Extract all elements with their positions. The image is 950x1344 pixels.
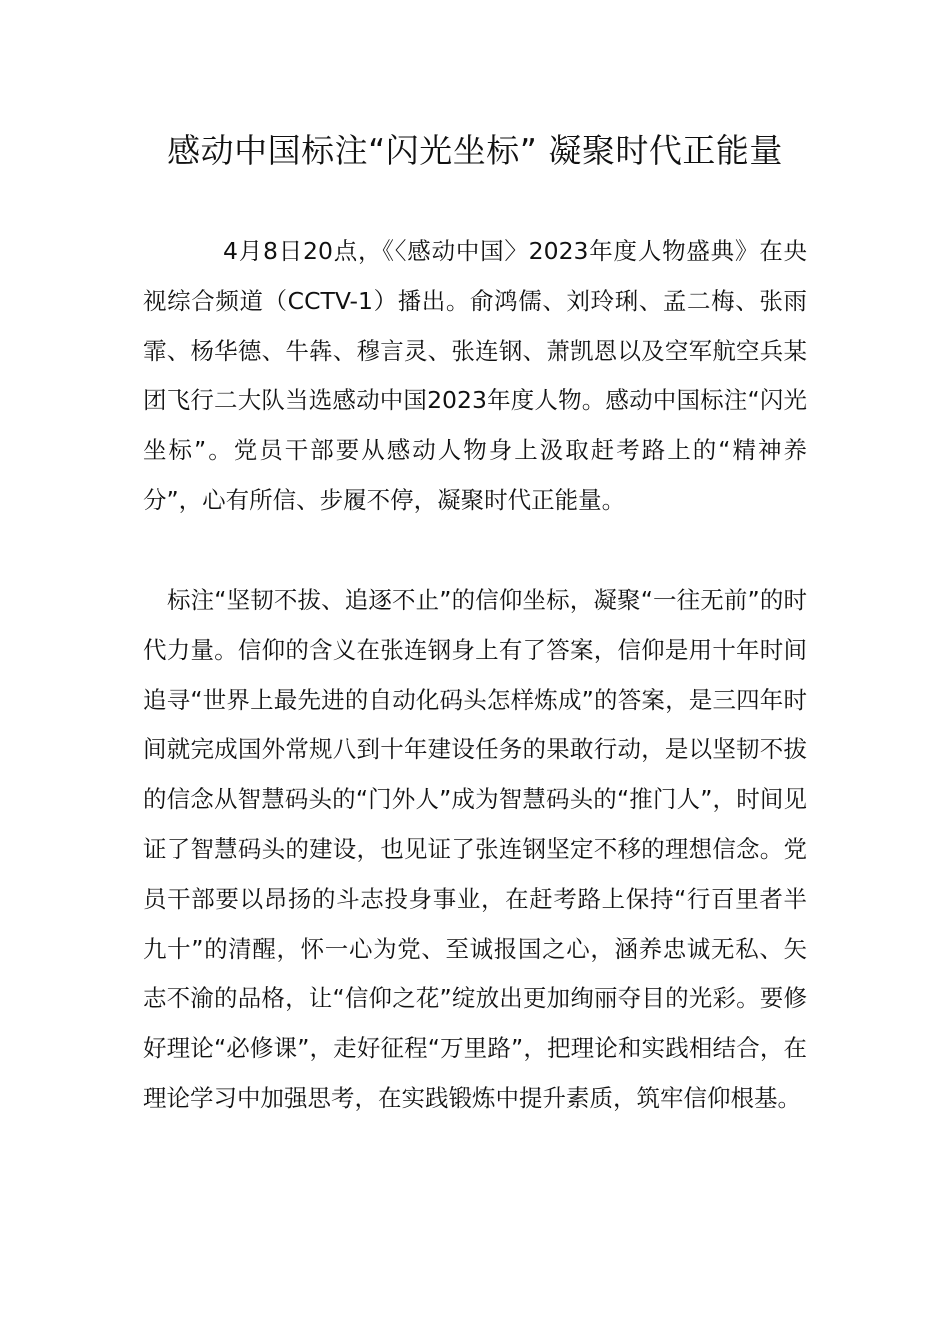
paragraph-faith-coordinate: 标注“坚韧不拔、追逐不止”的信仰坐标，凝聚“一往无前”的时代力量。信仰的含义在张连钢身上有了答案，信仰是用十年时间追寻“世界上最先进的自动化码头怎样炼成”的答案，是三四年时间就完成国外常规八到十年建设任务的果敢行动，是以坚韧不拔的信念从智慧码头的“门外人”成为智慧码头的“推门人”，时间见证了智慧码头的建设，也见证了张连钢坚定不移的理想信念。党员干部要以昂扬的斗志投身事业，在赶考路上保持“行百里者半九十”的清醒，怀一心为党、至诚报国之心，涵养忠诚无私、矢志不渝的品格，让“信仰之花”绽放出更加绚丽夺目的光彩。要修好理论“必修课”，走好征程“万里路”，把理论和实践相结合，在理论学习中加强思考，在实践锻炼中提升素质，筑牢信仰根基。 <box>143 586 807 1112</box>
document-title: 感动中国标注“闪光坐标” 凝聚时代正能量 <box>167 131 783 170</box>
paragraph-intro: 4月8日20点，《〈感动中国〉2023年度人物盛典》在央视综合频道（CCTV-1）播出。俞鸿儒、刘玲琍、孟二梅、张雨霏、杨华德、牛犇、穆言灵、张连钢、萧凯恩以及空军航空兵某团飞行二大队当选感动中国2023年度人物。感动中国标注“闪光坐标”。党员干部要从感动人物身上汲取赶考路上的“精神养分”，心有所信、步履不停，凝聚时代正能量。 <box>143 237 807 514</box>
